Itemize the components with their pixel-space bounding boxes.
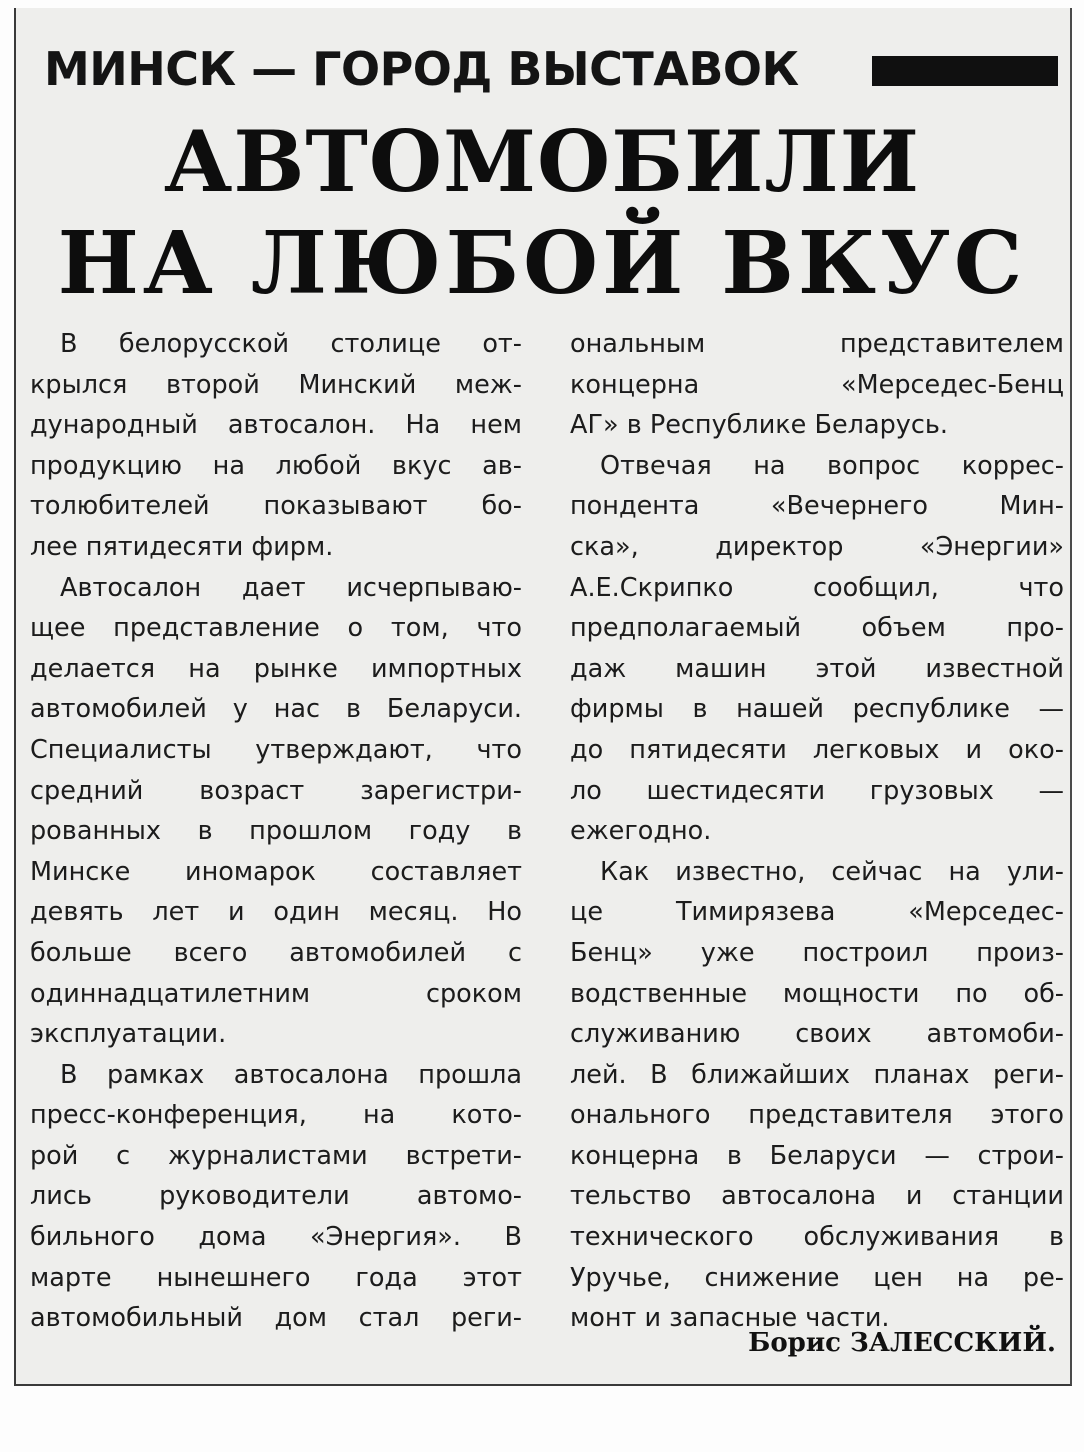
- text-line: онального представителя этого: [570, 1100, 1064, 1131]
- text-line: технического обслуживания в: [570, 1222, 1064, 1253]
- text-line: даж машин этой известной: [570, 653, 1064, 684]
- rubric-text: МИНСК — ГОРОД ВЫСТАВОК: [44, 42, 799, 96]
- text-line: рованных в прошлом году в: [30, 816, 522, 847]
- text-line: А.Е.Скрипко сообщил, что: [570, 572, 1064, 603]
- text-line: рой с журналистами встрети-: [30, 1140, 522, 1171]
- text-line: концерна в Беларуси — строи-: [570, 1140, 1064, 1171]
- text-line: ска», директор «Энергии»: [570, 531, 1064, 562]
- text-line: Специалисты утверждают, что: [30, 734, 522, 765]
- text-line: Автосалон дает исчерпываю-: [60, 572, 522, 603]
- text-line: ональным представителем: [570, 329, 1064, 359]
- text-line: Как известно, сейчас на ули-: [600, 856, 1064, 887]
- rubric-bar: [872, 56, 1058, 86]
- article-column-left: [30, 324, 522, 1339]
- text-line: Уручье, снижение цен на ре-: [570, 1262, 1064, 1293]
- text-line: ло шестидесяти грузовых —: [570, 775, 1064, 806]
- text-line: АГ» в Республике Беларусь.: [570, 410, 949, 441]
- text-line: концерна «Мерседес-Бенц: [570, 369, 1064, 400]
- text-line: дународный автосалон. На нем: [30, 410, 522, 441]
- text-line: больше всего автомобилей с: [30, 937, 522, 968]
- text-line: средний возраст зарегистри-: [30, 775, 522, 806]
- text-line: бильного дома «Энергия». В: [30, 1222, 522, 1253]
- text-line: крылся второй Минский меж-: [30, 369, 522, 400]
- text-line: тельство автосалона и станции: [570, 1181, 1064, 1212]
- article-column-right: [570, 324, 1064, 1339]
- text-line: лее пятидесяти фирм.: [30, 531, 334, 562]
- text-line: ежегодно.: [570, 816, 712, 847]
- text-line: пресс-конференция, на кото-: [30, 1100, 522, 1131]
- text-line: до пятидесяти легковых и око-: [570, 734, 1064, 765]
- text-line: служиванию своих автомоби-: [570, 1019, 1064, 1050]
- text-line: предполагаемый объем про-: [570, 613, 1064, 644]
- author-signature: Борис ЗАЛЕССКИЙ.: [748, 1328, 1056, 1358]
- text-line: продукцию на любой вкус ав-: [30, 450, 522, 481]
- text-line: лей. В ближайших планах реги-: [570, 1059, 1064, 1090]
- text-line: марте нынешнего года этот: [30, 1262, 522, 1293]
- text-line: Отвечая на вопрос коррес-: [600, 450, 1064, 481]
- text-line: В рамках автосалона прошла: [60, 1059, 522, 1090]
- text-line: одиннадцатилетним сроком: [30, 978, 522, 1009]
- text-line: девять лет и один месяц. Но: [30, 897, 522, 928]
- text-line: толюбителей показывают бо-: [30, 491, 522, 522]
- text-line: фирмы в нашей республике —: [570, 694, 1064, 725]
- headline-line-2: НА ЛЮБОЙ ВКУС: [57, 213, 1027, 314]
- text-line: делается на рынке импортных: [30, 653, 522, 684]
- text-line: Бенц» уже построил произ-: [570, 937, 1064, 968]
- text-line: В белорусской столице от-: [60, 329, 522, 359]
- headline-line-1: АВТОМОБИЛИ: [163, 112, 921, 211]
- text-line: Минске иномарок составляет: [30, 856, 522, 887]
- text-line: це Тимирязева «Мерседес-: [570, 897, 1064, 928]
- text-line: лись руководители автомо-: [30, 1181, 522, 1212]
- text-line: пондента «Вечернего Мин-: [570, 491, 1064, 522]
- text-line: автомобильный дом стал реги-: [30, 1303, 522, 1334]
- text-line: водственные мощности по об-: [570, 978, 1064, 1009]
- rubric-heading: [44, 36, 799, 102]
- text-line: эксплуатации.: [30, 1019, 227, 1050]
- text-line: автомобилей у нас в Беларуси.: [30, 694, 522, 725]
- text-line: монт и запасные части.: [570, 1303, 890, 1334]
- text-line: щее представление о том, что: [30, 613, 522, 644]
